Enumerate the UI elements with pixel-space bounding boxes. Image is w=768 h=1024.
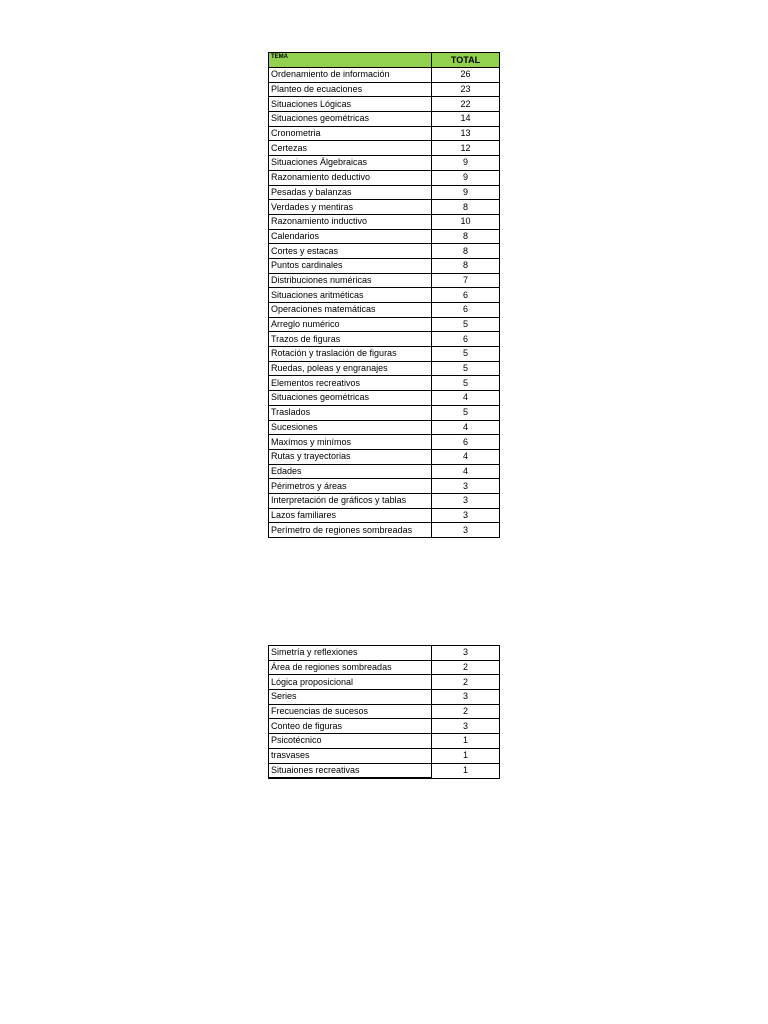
- total-cell: 6: [432, 288, 500, 303]
- table-row: [269, 361, 500, 376]
- total-cell: 14: [432, 112, 500, 127]
- total-cell: 8: [432, 244, 500, 259]
- topic-cell: Trazos de figuras: [269, 332, 432, 347]
- topic-cell: Arreglo numérico: [269, 317, 432, 332]
- topic-cell: Distribuciones numéricas: [269, 273, 432, 288]
- topic-cell: Situaciones Álgebraicas: [269, 156, 432, 171]
- table-row: [269, 690, 500, 705]
- total-cell: 12: [432, 141, 500, 156]
- topic-cell: Verdades y mentiras: [269, 200, 432, 215]
- topic-cell: Cortes y estacas: [269, 244, 432, 259]
- topic-cell: Lazos familiares: [269, 508, 432, 523]
- table-row: [269, 719, 500, 734]
- topic-cell: Certezas: [269, 141, 432, 156]
- total-cell: 2: [432, 660, 500, 675]
- table-row: [269, 646, 500, 661]
- topic-cell: Interpretación de gráficos y tablas: [269, 493, 432, 508]
- table-row: [269, 734, 500, 749]
- table-row: [269, 141, 500, 156]
- topic-cell: Ordenamiento de información: [269, 68, 432, 83]
- total-cell: 8: [432, 229, 500, 244]
- topic-cell: Situaiones recreativas: [269, 763, 432, 778]
- extra-topics-table: [268, 645, 500, 779]
- total-cell: 4: [432, 420, 500, 435]
- table-row: [269, 97, 500, 112]
- table-row: [269, 704, 500, 719]
- topic-cell: Maxímos y minímos: [269, 435, 432, 450]
- total-cell: 9: [432, 156, 500, 171]
- total-cell: 1: [432, 748, 500, 763]
- column-header-total: TOTAL: [432, 53, 500, 68]
- table-row: [269, 214, 500, 229]
- total-cell: 9: [432, 170, 500, 185]
- topics-table: [268, 52, 500, 538]
- table-row: [269, 479, 500, 494]
- total-cell: 26: [432, 68, 500, 83]
- topic-cell: Psicotécnico: [269, 734, 432, 749]
- total-cell: 10: [432, 214, 500, 229]
- table-row: [269, 493, 500, 508]
- table-row: [269, 405, 500, 420]
- topic-cell: Calendarios: [269, 229, 432, 244]
- total-cell: 6: [432, 303, 500, 318]
- total-cell: 3: [432, 479, 500, 494]
- table-row: [269, 464, 500, 479]
- topic-cell: Sucesiones: [269, 420, 432, 435]
- total-cell: 13: [432, 126, 500, 141]
- table-row: [269, 748, 500, 763]
- topic-cell: Conteo de figuras: [269, 719, 432, 734]
- table-row: [269, 68, 500, 83]
- table-row: [269, 675, 500, 690]
- total-cell: 8: [432, 200, 500, 215]
- total-cell: 2: [432, 704, 500, 719]
- table-row: [269, 229, 500, 244]
- total-cell: 2: [432, 675, 500, 690]
- topic-cell: Situaciones geométricas: [269, 391, 432, 406]
- topic-cell: Razonamiento deductivo: [269, 170, 432, 185]
- total-cell: 7: [432, 273, 500, 288]
- total-cell: 3: [432, 508, 500, 523]
- table-row: [269, 347, 500, 362]
- total-cell: 4: [432, 391, 500, 406]
- topic-cell: Series: [269, 690, 432, 705]
- table-header-row: [269, 53, 500, 68]
- total-cell: 3: [432, 493, 500, 508]
- table-row: [269, 185, 500, 200]
- total-cell: 9: [432, 185, 500, 200]
- total-cell: 8: [432, 258, 500, 273]
- topic-cell: Pesadas y balanzas: [269, 185, 432, 200]
- total-cell: 5: [432, 376, 500, 391]
- total-cell: 1: [432, 734, 500, 749]
- table-row: [269, 156, 500, 171]
- column-header-topic: TEMA: [269, 53, 432, 68]
- table-row: [269, 660, 500, 675]
- table-row: [269, 317, 500, 332]
- topic-cell: Planteo de ecuaciones: [269, 82, 432, 97]
- table-row: [269, 170, 500, 185]
- total-cell: 23: [432, 82, 500, 97]
- table-row: [269, 200, 500, 215]
- table-row: [269, 376, 500, 391]
- table-row: [269, 763, 500, 778]
- total-cell: 1: [432, 763, 500, 778]
- topic-cell: Elementos recreativos: [269, 376, 432, 391]
- table-row: [269, 112, 500, 127]
- table-row: [269, 508, 500, 523]
- topic-cell: Situaciones aritméticas: [269, 288, 432, 303]
- topic-cell: Simetría y reflexiones: [269, 646, 432, 661]
- topic-cell: Razonamiento inductivo: [269, 214, 432, 229]
- table-row: [269, 126, 500, 141]
- topic-cell: Rutas y trayectorias: [269, 449, 432, 464]
- total-cell: 4: [432, 449, 500, 464]
- topic-cell: Rotación y traslación de figuras: [269, 347, 432, 362]
- table-row: [269, 523, 500, 538]
- total-cell: 6: [432, 332, 500, 347]
- topic-cell: Puntos cardinales: [269, 258, 432, 273]
- total-cell: 4: [432, 464, 500, 479]
- total-cell: 6: [432, 435, 500, 450]
- table-row: [269, 303, 500, 318]
- table-row: [269, 258, 500, 273]
- table-row: [269, 273, 500, 288]
- topic-cell: trasvases: [269, 748, 432, 763]
- topic-cell: Perímetro de regiones sombreadas: [269, 523, 432, 538]
- total-cell: 5: [432, 405, 500, 420]
- topic-cell: Traslados: [269, 405, 432, 420]
- topic-cell: Situaciones Lógicas: [269, 97, 432, 112]
- total-cell: 5: [432, 347, 500, 362]
- topic-cell: Frecuencias de sucesos: [269, 704, 432, 719]
- table-row: [269, 332, 500, 347]
- table-row: [269, 420, 500, 435]
- topic-cell: Área de regiones sombreadas: [269, 660, 432, 675]
- total-cell: 3: [432, 690, 500, 705]
- table-row: [269, 435, 500, 450]
- total-cell: 3: [432, 719, 500, 734]
- total-cell: 5: [432, 361, 500, 376]
- topic-cell: Ruedas, poleas y engranajes: [269, 361, 432, 376]
- table-row: [269, 244, 500, 259]
- topic-cell: Edades: [269, 464, 432, 479]
- topic-cell: Operaciones matemáticas: [269, 303, 432, 318]
- topic-cell: Lógica proposicional: [269, 675, 432, 690]
- table-row: [269, 449, 500, 464]
- table-row: [269, 82, 500, 97]
- total-cell: 3: [432, 646, 500, 661]
- topic-cell: Périmetros y áreas: [269, 479, 432, 494]
- topic-cell: Cronometria: [269, 126, 432, 141]
- total-cell: 3: [432, 523, 500, 538]
- table-row: [269, 288, 500, 303]
- topic-cell: Situaciones geométricas: [269, 112, 432, 127]
- total-cell: 5: [432, 317, 500, 332]
- table-row: [269, 391, 500, 406]
- total-cell: 22: [432, 97, 500, 112]
